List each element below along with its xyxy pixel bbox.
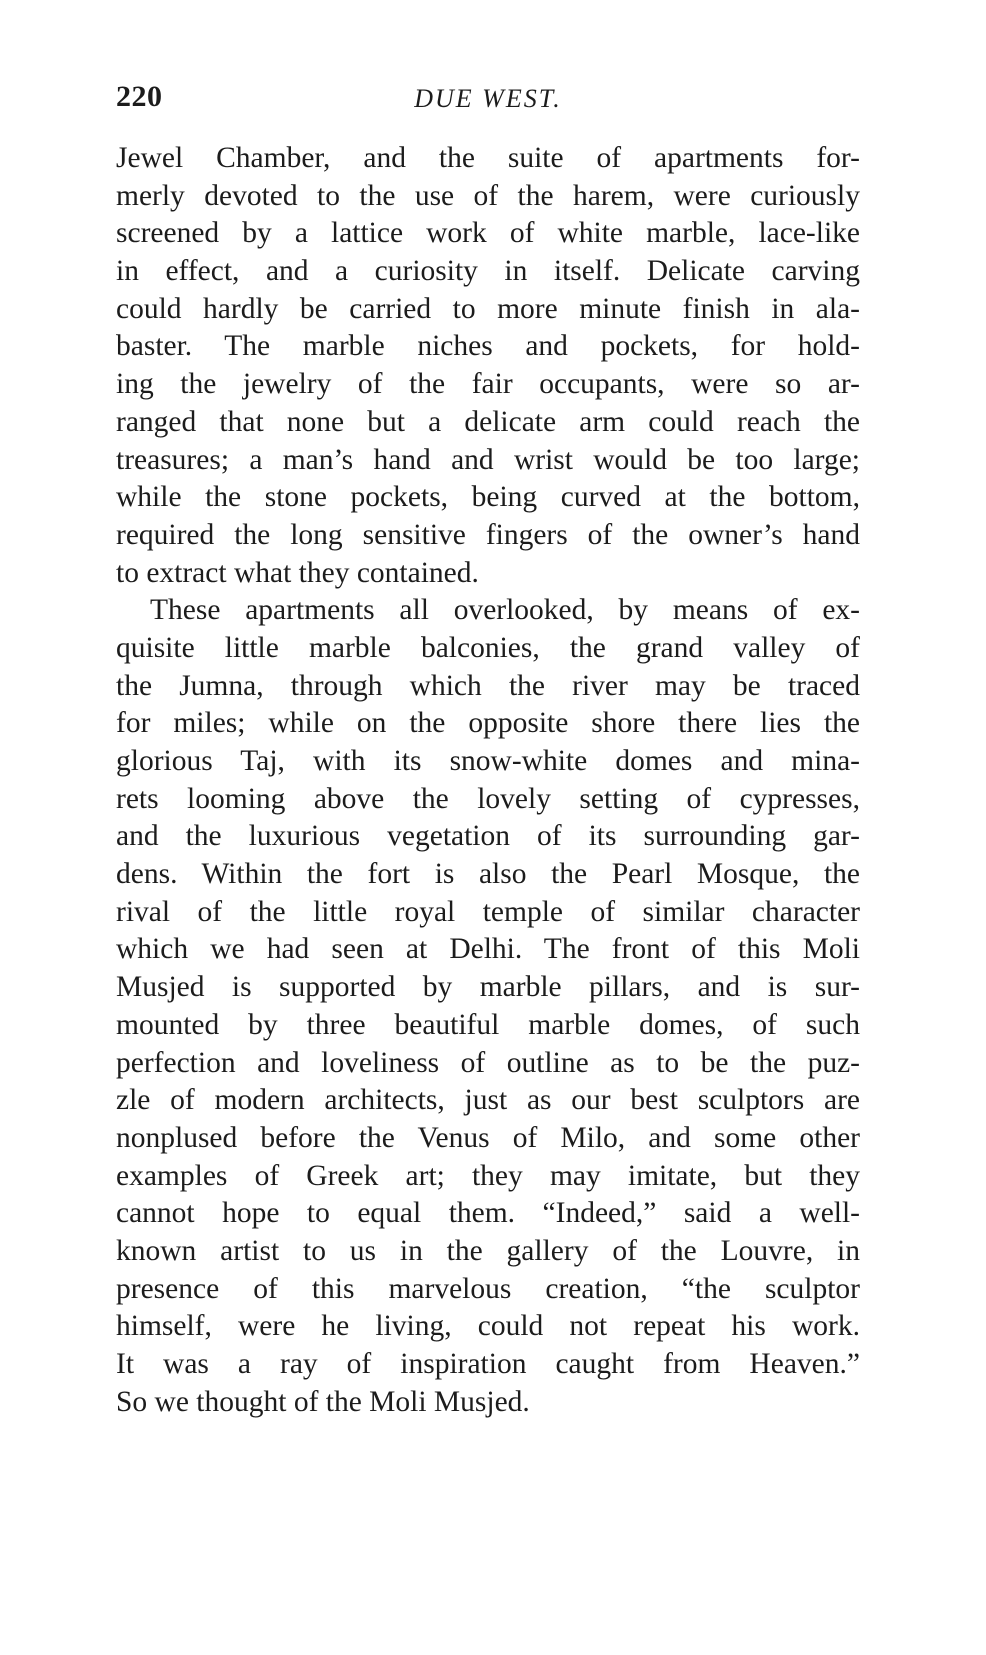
text-line: ranged that none but a delicate arm could reach the bbox=[116, 405, 860, 438]
text-line: which we had seen at Delhi. The front of this Moli bbox=[116, 933, 860, 966]
text-line: nonplused before the Venus of Milo, and some other bbox=[116, 1121, 860, 1154]
text-line: glorious Taj, with its snow-white domes and mina- bbox=[116, 745, 860, 777]
text-line: rets looming above the lovely setting of cypresses, bbox=[116, 782, 860, 815]
text-line: dens. Within the fort is also the Pearl Mosque, the bbox=[116, 858, 860, 891]
text-line: known artist to us in the gallery of the Louvre, in bbox=[116, 1234, 860, 1267]
text-line: It was a ray of inspiration caught from Heaven.” bbox=[116, 1348, 860, 1380]
text-line: to extract what they contained. bbox=[116, 556, 479, 589]
text-line: and the luxurious vegetation of its surrounding gar- bbox=[116, 820, 860, 853]
text-line: These apartments all overlooked, by means of ex- bbox=[150, 594, 860, 627]
text-line: merly devoted to the use of the harem, were curiously bbox=[116, 179, 860, 212]
text-line: for miles; while on the opposite shore there lies the bbox=[116, 707, 860, 740]
text-line: examples of Greek art; they may imitate, but they bbox=[116, 1159, 860, 1192]
text-line: perfection and loveliness of outline as to be the puz- bbox=[116, 1046, 860, 1079]
text-line: Jewel Chamber, and the suite of apartments for- bbox=[116, 142, 860, 174]
running-title: DUE WEST. bbox=[414, 84, 562, 113]
text-line: himself, were he living, could not repeat his work. bbox=[116, 1310, 860, 1343]
text-line: while the stone pockets, being curved at the bottom, bbox=[116, 481, 860, 514]
body-text bbox=[116, 140, 860, 1421]
text-line: mounted by three beautiful marble domes, of such bbox=[116, 1008, 860, 1041]
text-line: the Jumna, through which the river may be traced bbox=[116, 669, 860, 702]
text-line: treasures; a man’s hand and wrist would be too large; bbox=[116, 443, 860, 476]
text-line: Musjed is supported by marble pillars, and is sur- bbox=[116, 971, 860, 1004]
text-line: ing the jewelry of the fair occupants, were so ar- bbox=[116, 368, 860, 401]
text-line: zle of modern architects, just as our best sculptors are bbox=[116, 1084, 860, 1117]
text-line: rival of the little royal temple of similar character bbox=[116, 895, 860, 928]
text-line: screened by a lattice work of white marble, lace-like bbox=[116, 217, 860, 250]
paragraph-1 bbox=[116, 140, 860, 592]
text-line: quisite little marble balconies, the grand valley of bbox=[116, 631, 860, 664]
text-line: in effect, and a curiosity in itself. Delicate carving bbox=[116, 255, 860, 288]
page-number: 220 bbox=[116, 80, 163, 113]
text-line: baster. The marble niches and pockets, for hold- bbox=[116, 330, 860, 363]
text-line: presence of this marvelous creation, “the sculptor bbox=[116, 1272, 860, 1305]
paragraph-2 bbox=[116, 592, 860, 1421]
text-line: required the long sensitive fingers of the owner’s hand bbox=[116, 518, 860, 551]
text-line: could hardly be carried to more minute finish in ala- bbox=[116, 292, 860, 325]
text-line: cannot hope to equal them. “Indeed,” said a well- bbox=[116, 1197, 860, 1230]
text-line: So we thought of the Moli Musjed. bbox=[116, 1385, 530, 1418]
page-header bbox=[116, 80, 860, 120]
